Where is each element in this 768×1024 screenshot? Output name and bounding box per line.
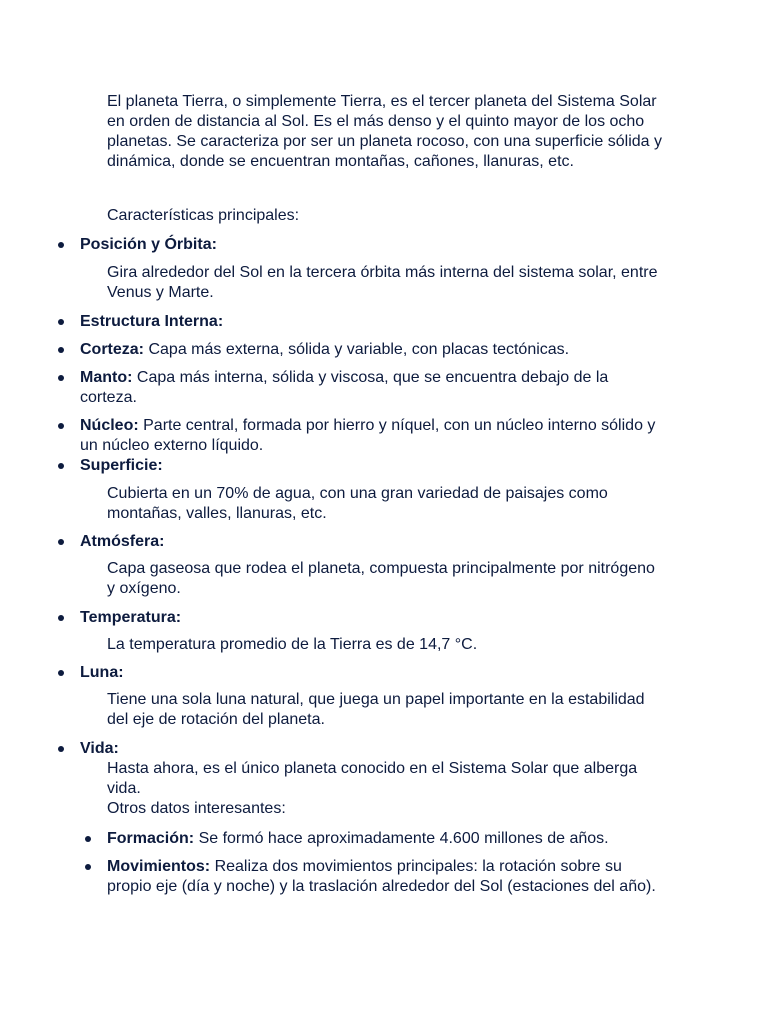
list-item-core bbox=[80, 416, 660, 456]
movements-label: Movimientos: bbox=[107, 858, 211, 875]
movements-text: Realiza dos movimientos principales: la rotación sobre su propio eje (día y noche) y la traslación alrededor del Sol (estaciones del año). bbox=[107, 858, 656, 895]
list-item-moon bbox=[80, 663, 660, 683]
crust-text: Capa más externa, sólida y variable, con placas tectónicas. bbox=[144, 341, 570, 358]
list-item-atmosphere bbox=[80, 532, 660, 552]
life-more-heading: Otros datos interesantes: bbox=[107, 800, 286, 817]
core-label: Núcleo: bbox=[80, 417, 139, 434]
bullet-icon bbox=[58, 670, 64, 676]
list-item-formation bbox=[107, 829, 662, 849]
life-text: Hasta ahora, es el único planeta conocido en el Sistema Solar que alberga vida. bbox=[107, 760, 638, 797]
features-heading: Características principales: bbox=[107, 207, 300, 224]
bullet-icon bbox=[58, 319, 64, 325]
crust-label: Corteza: bbox=[80, 341, 145, 358]
moon-text: Tiene una sola luna natural, que juega un papel importante en la estabilidad del eje de rotación del planeta. bbox=[107, 691, 645, 728]
bullet-icon bbox=[58, 539, 64, 545]
structure-label: Estructura Interna: bbox=[80, 313, 224, 330]
atmosphere-text: Capa gaseosa que rodea el planeta, compuesta principalmente por nitrógeno y oxígeno. bbox=[107, 560, 655, 597]
surface-text: Cubierta en un 70% de agua, con una gran variedad de paisajes como montañas, valles, llanuras, etc. bbox=[107, 485, 608, 522]
bullet-icon bbox=[58, 423, 64, 429]
bullet-icon bbox=[58, 463, 64, 469]
core-text: Parte central, formada por hierro y níquel, con un núcleo interno sólido y un núcleo externo líquido. bbox=[80, 417, 656, 454]
bullet-icon bbox=[58, 347, 64, 353]
bullet-icon bbox=[58, 375, 64, 381]
list-item-position bbox=[80, 235, 660, 255]
temperature-label: Temperatura: bbox=[80, 609, 182, 626]
moon-label: Luna: bbox=[80, 664, 124, 681]
formation-text: Se formó hace aproximadamente 4.600 millones de años. bbox=[194, 830, 609, 847]
formation-label: Formación: bbox=[107, 830, 195, 847]
life-label: Vida: bbox=[80, 740, 119, 757]
bullet-icon bbox=[85, 836, 91, 842]
intro-paragraph: El planeta Tierra, o simplemente Tierra, es el tercer planeta del Sistema Solar en orden de distancia al Sol. Es el más denso y el quinto mayor de los ocho planetas. Se caracteriza por ser un planeta rocoso, con una superficie sólida y dinámica, donde se encuentran montañas, cañones, llanuras, etc. bbox=[107, 93, 662, 170]
temperature-text: La temperatura promedio de la Tierra es de 14,7 °C. bbox=[107, 636, 478, 653]
mantle-label: Manto: bbox=[80, 369, 133, 386]
list-item-mantle bbox=[80, 368, 660, 408]
bullet-icon bbox=[58, 746, 64, 752]
bullet-icon bbox=[58, 242, 64, 248]
list-item-temperature bbox=[80, 608, 660, 628]
surface-label: Superficie: bbox=[80, 457, 163, 474]
list-item-surface bbox=[80, 456, 660, 476]
position-label: Posición y Órbita: bbox=[80, 236, 217, 253]
atmosphere-label: Atmósfera: bbox=[80, 533, 165, 550]
mantle-text: Capa más interna, sólida y viscosa, que se encuentra debajo de la corteza. bbox=[80, 369, 609, 406]
list-item-structure bbox=[80, 312, 660, 332]
bullet-icon bbox=[85, 864, 91, 870]
list-item-life bbox=[80, 739, 660, 759]
list-item-crust bbox=[80, 340, 660, 360]
position-text: Gira alrededor del Sol en la tercera órbita más interna del sistema solar, entre Venus y Marte. bbox=[107, 264, 658, 301]
list-item-movements bbox=[107, 857, 662, 897]
bullet-icon bbox=[58, 615, 64, 621]
